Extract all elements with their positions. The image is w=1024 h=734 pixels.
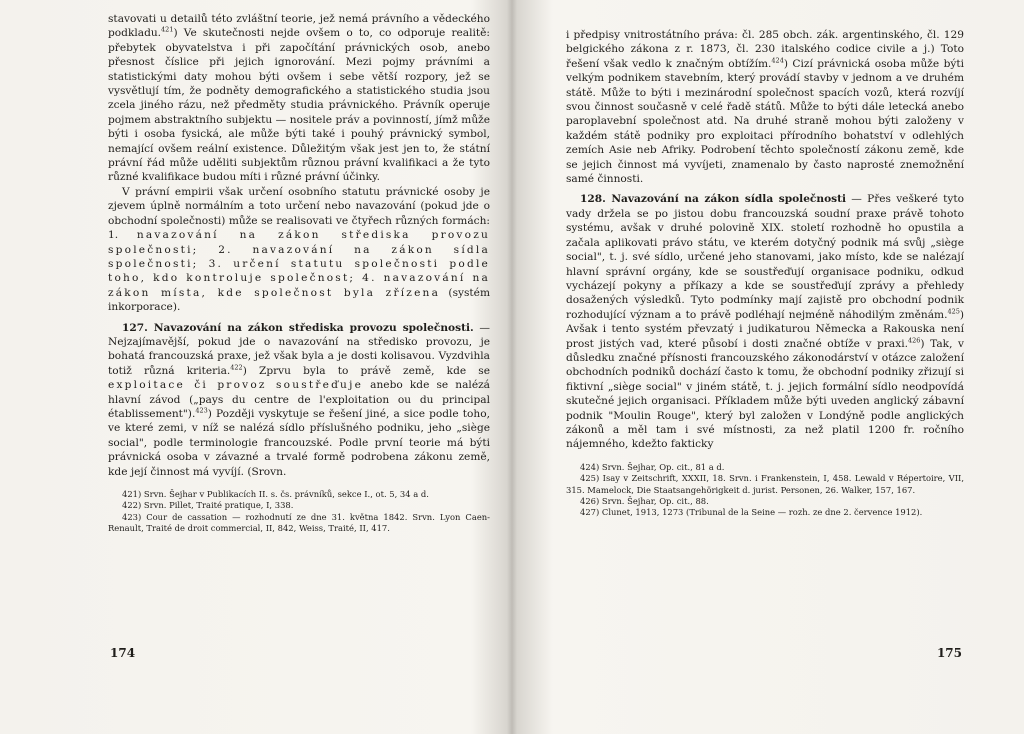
footnote-425: 425) Isay v Zeitschrift, XXXII, 18. Srvn. i Frankenstein, I, 458. Lewald v Répertoire, VII, 315. Mamelock, Die Staatsangehörigkeit d. jurist. Personen, 26. Walker, 157, 167. (566, 473, 964, 495)
left-paragraph-1: stavovati u detailů této zvláštní teorie, jež nemá právního a vědeckého podkladu.$^{421}$) Ve skutečnosti nejde ovšem o to, co odporuje realitě: přebytek obyvatelstva i při započítání právnických osob, anebo přesnost číslice při jejich ignorování. Mezi pojmy právními a statistickými daty mohou býti ovšem i sebe větší rozpory, jež se vysvětlují tím, že podněty demografického a statistického studia jsou zcela jiného rázu, než předměty studia právnického. Právník operuje pojmem abstraktního subjektu — nositele práv a povinností, jímž může býti i osoba fysická, ale může býti také i pouhý právnický symbol, nemající ovšem reální existence. Důležitým však jest jen to, že státní právní řád může uděliti subjektům různou právní kvalifikaci a že tyto různé kvalifikace budou míti i různé právní účinky. (108, 13, 490, 184)
section-heading-128: 128. Navazování na zákon sídla společnosti (580, 193, 847, 206)
page-number-left: 174 (110, 646, 136, 660)
left-section-127: 127. Navazování na zákon střediska provozu společnosti. — Nejzajímavější, pokud jde o navazování na středisko provozu, je bohatá francouzská praxe, jež však byla a je dosti kolisavou. Vyzdvihla totiž různá kriteria.$^{422}$) Zprvu byla to právě země, kde se exploitace či provoz soustřeďuje anebo kde se nalézá hlavní závod („pays du centre de l'exploitation ou du principal établissement").$^{423}$) Později vyskytuje se řešení jiné, a sice podle toho, ve které zemi, v níž se nalézá sídlo příslušného podniku, jeho „siège social", podle terminologie francouzské. Podle první teorie má býti právnická osoba v závazné a trvalé formě podrobena zákonu země, kde její činnost má vyvíjí. (Srovn. (108, 321, 490, 478)
footnote-423: 423) Cour de cassation — rozhodnutí ze dne 31. května 1842. Srvn. Lyon Caen-Renault, Traité de droit commercial, II, 842, Weiss, Traité, II, 417. (108, 511, 490, 534)
right-footnotes (566, 462, 964, 519)
footnote-421: 421) Srvn. Šejhar v Publikacích II. s. čs. právníků, sekce I., ot. 5, 34 a d. (122, 489, 429, 499)
left-footnotes (108, 489, 490, 535)
footnote-422: 422) Srvn. Pillet, Traité pratique, I, 338. (122, 500, 294, 511)
right-section-128: 128. Navazování na zákon sídla společnosti — Přes veškeré tyto vady držela se po jistou dobu francouzská soudní praxe právě tohoto systému, avšak v druhé polovině XIX. století rozhodně ho opustila a začala aplikovati právo státu, ve kterém dotyčný podnik má svůj „siège social", t. j. své sídlo, určené jeho stanovami, jako místo, kde se nalézají hlavní správní orgány, kde se soustřeďují organisace podniku, odkud vycházejí pokyny a příkazy a kde se soustřeďují zprávy a přehledy dosažených výsledků. Tyto podmínky mají zajistě pro obchodní podnik rozhodující význam a to právě podléhají nejméně náhodilým změnám.$^{425}$) Avšak i tento systém převzatý i judikaturou Německa a Rakouska není prost jistých vad, které působí i dosti značné obtíže v praxi.$^{426}$) Tak, v důsledku značné přísnosti francouzského zákonodárství v otázce založení obchodních podniků dochází často k tomu, že obchodní podniky zřizují si fiktivní „siège social" v jiném státě, t. j. jejich formální sídlo neodpovídá skutečné jejich organisaci. Příkladem může býti uveden anglický zábavní podnik "Moulin Rouge", který byl založen v Londýně podle anglických zákonů a měl tam i své místnosti, za než platil 1200 fr. ročního nájemného, kdežto fakticky (566, 193, 965, 451)
page-number-right: 175 (936, 646, 962, 660)
footnote-427: 427) Clunet, 1913, 1273 (Tribunal de la Seine — rozh. ze dne 2. července 1912). (580, 507, 923, 518)
left-page (0, 0, 510, 734)
left-body-text (108, 12, 490, 479)
right-paragraph-1: i předpisy vnitrostátního práva: čl. 285 obch. zák. argentinského, čl. 129 belgického zákona z r. 1873, čl. 230 italského codice civile a j.) Toto řešení však vedlo k značným obtížím.$^{424}$) Cizí právnická osoba může býti velkým podnikem stavebním, který provádí stavby v jednom a ve druhém státě. Může to býti i mezinárodní společnost spacích vozů, která rozvíjí svou činnost současně v celé řadě států. Může to býti dále letecká anebo paroplavební společnost atd. Na druhé straně mohou býti založeny v každém státě podniky pro exploitaci přírodního bohatství v odlehlých zemích Asie neb Afriky. Podrobení těchto společností zákonu země, kde se jejich činnost má vyvíjeti, znamenalo by často naprosté znemožnění samé činnosti. (566, 29, 964, 186)
left-paragraph-2: V právní empirii však určení osobního statutu právnické osoby je zjevem úplně normálním a toto určení nebo navazování (pokud jde o obchodní společnosti) může se realisovati ve čtyřech různých formách: 1. navazování na zákon střediska provozu společnosti; 2. navazování na zákon sídla společnosti; 3. určení statutu společnosti podle toho, kdo kontroluje společnost; 4. navazování na zákon místa, kde společnost byla zřízena (systém inkorporace). (108, 185, 490, 314)
right-page (514, 0, 1024, 734)
right-body-text (566, 28, 964, 452)
footnote-426: 426) Srvn. Šejhar, Op. cit., 88. (580, 496, 709, 506)
footnote-424: 424) Srvn. Šejhar, Op. cit., 81 a d. (580, 461, 725, 472)
section-heading-127: 127. Navazování na zákon střediska provozu společnosti. (122, 321, 474, 334)
